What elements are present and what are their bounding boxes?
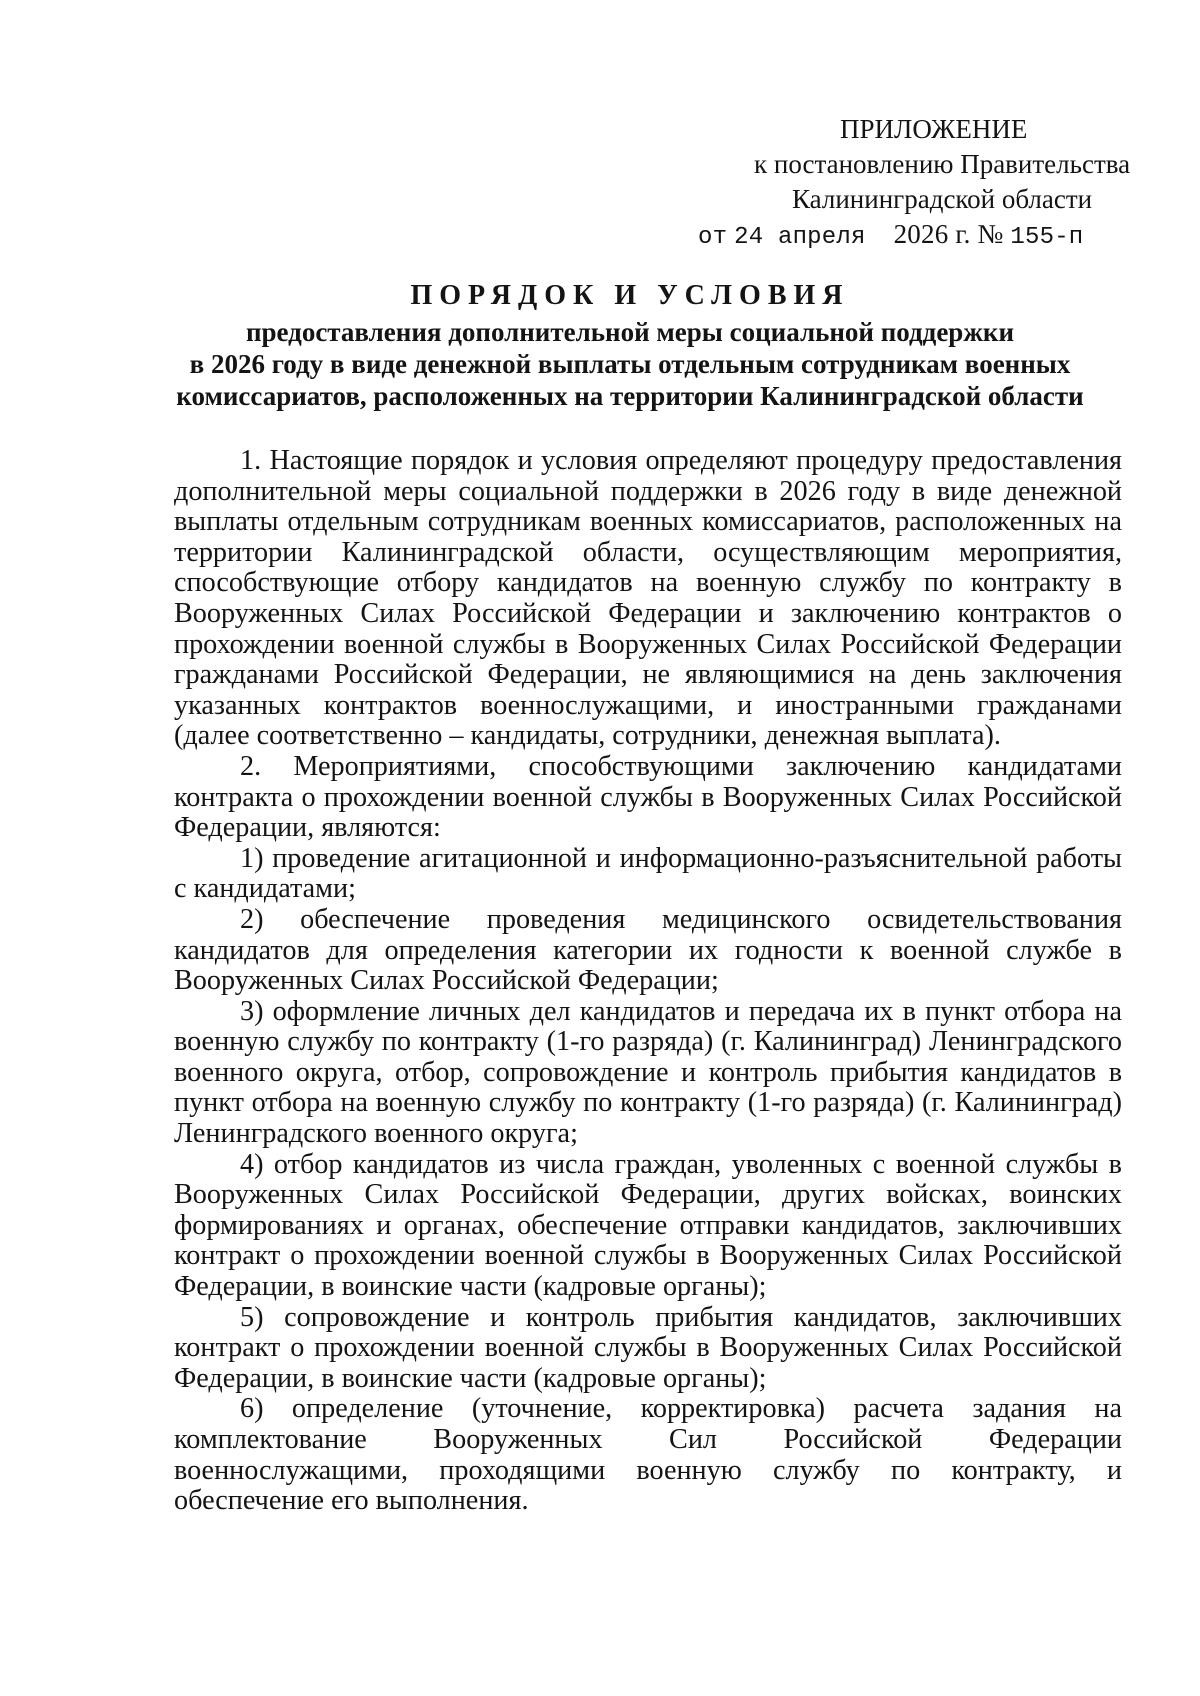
list-item-4: 4) отбор кандидатов из числа граждан, уволенных с военной службы в Вооруженных Силах Российской Федерации, других войсках, воинских формированиях и органах, обеспечение отправки кандидатов, заключивших контракт о прохождении военной службы в Вооруженных Силах Российской Федерации, в воинские части (кадровые органы); bbox=[174, 1148, 1122, 1303]
list-item-2: 2) обеспечение проведения медицинского освидетельствования кандидатов для определения категории их годности к военной службе в Вооруженных Силах Российской Федерации; bbox=[174, 903, 1122, 997]
title-subtitle-line-3: комиссариатов, расположенных на территории Калининградской области bbox=[176, 381, 1084, 411]
document-body bbox=[174, 446, 1122, 1517]
list-item-3: 3) оформление личных дел кандидатов и передача их в пункт отбора на военную службу по контракту (1-го разряда) (г. Калининград) Ленинградского военного округа, отбор, сопровождение и контроль прибытия кандидатов в пункт отбора на военную службу по контракту (1-го разряда) (г. Калининград) Ленинградского военного округа; bbox=[174, 995, 1122, 1150]
date-prefix: от bbox=[698, 224, 728, 251]
date-value: 24 апреля bbox=[734, 224, 866, 251]
list-item-5: 5) сопровождение и контроль прибытия кандидатов, заключивших контракт о прохождении военной службы в Вооруженных Силах Российской Федерации, в воинские части (кадровые органы); bbox=[174, 1301, 1122, 1394]
appendix-reference: к постановлению Правительства bbox=[754, 149, 1131, 179]
appendix-heading: ПРИЛОЖЕНИЕ bbox=[840, 114, 1028, 144]
appendix-region: Калининградской области bbox=[792, 184, 1093, 214]
document-title bbox=[120, 276, 1140, 412]
paragraph-1: 1. Настоящие порядок и условия определяют процедуру предоставления дополнительной меры социальной поддержки в 2026 году в виде денежной выплаты отдельным сотрудникам военных комиссариатов, расположенных на территории Калининградской области, осуществляющим мероприятия, способствующие отбору кандидатов на военную службу по контракту в Вооруженных Силах Российской Федерации и заключению контрактов о прохождении военной службы в Вооруженных Силах Российской Федерации гражданами Российской Федерации, не являющимися на день заключения указанных контрактов военнослужащими, и иностранными гражданами (далее соответственно – кандидаты, сотрудники, денежная выплата). bbox=[174, 445, 1122, 752]
title-main: ПОРЯДОК И УСЛОВИЯ bbox=[410, 280, 850, 311]
list-item-1: 1) проведение агитационной и информационно-разъяснительной работы с кандидатами; bbox=[174, 842, 1122, 905]
appendix-header bbox=[600, 112, 1131, 255]
paragraph-2: 2. Мероприятиями, способствующими заключению кандидатами контракта о прохождении военной службы в Вооруженных Силах Российской Федерации, являются: bbox=[174, 750, 1122, 844]
date-year: 2026 г. № bbox=[893, 219, 1004, 249]
appendix-date-line bbox=[600, 217, 1120, 255]
list-item-6: 6) определение (уточнение, корректировка) расчета задания на комплектование Вооруженных Сил Российской Федерации военнослужащими, проходящими военную службу по контракту, и обеспечение его выполнения. bbox=[174, 1393, 1122, 1517]
document-number: 155-п bbox=[1010, 224, 1084, 251]
title-subtitle-line-2: в 2026 году в виде денежной выплаты отдельным сотрудникам военных bbox=[189, 349, 1071, 379]
title-subtitle-line-1: предоставления дополнительной меры социальной поддержки bbox=[245, 317, 1015, 347]
